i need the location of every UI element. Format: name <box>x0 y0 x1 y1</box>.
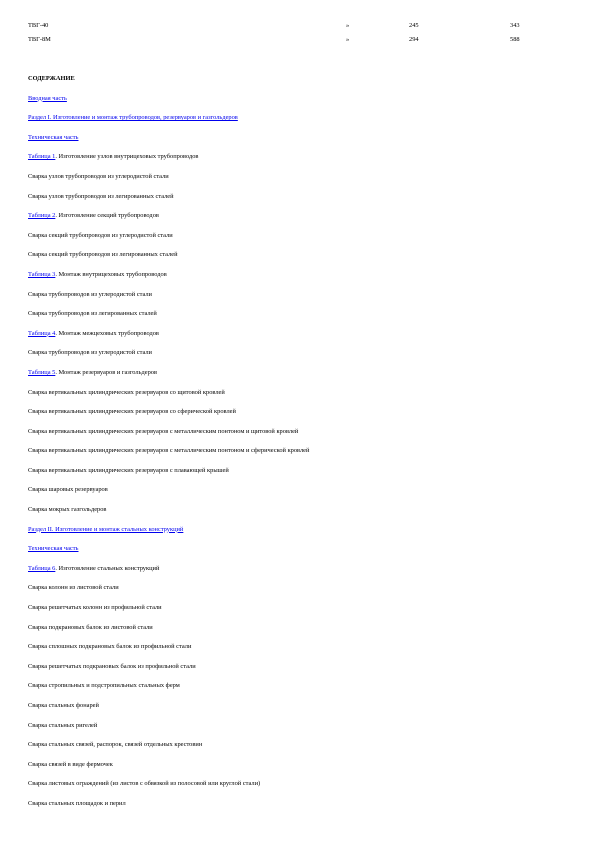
toc-link-table-4[interactable]: Таблица 4 <box>28 329 56 337</box>
toc-item: Сварка стальных фонарей <box>28 702 99 709</box>
toc-entry-title: . Изготовление стальных конструкций <box>55 564 160 572</box>
toc-entry-title: . Изготовление узлов внутрицеховых трубопроводов <box>55 153 199 161</box>
toc-item: Сварка стальных связей, распорок, связей отдельных крестовин <box>28 741 203 749</box>
toc-item: Сварка связей в виде фермочек <box>28 760 113 768</box>
toc-link-table-5[interactable]: Таблица 5 <box>28 368 56 376</box>
value-cell: 245 <box>409 22 419 29</box>
toc-item: Сварка решетчатых колонн из профильной стали <box>28 604 162 612</box>
toc-item: Сварка стропильных и подстропильных стальных ферм <box>28 682 180 690</box>
value-cell: 294 <box>409 36 419 43</box>
toc-link-table-1[interactable]: Таблица 1 <box>28 153 56 161</box>
toc-item: Сварка трубопроводов из углеродистой стали <box>28 349 152 357</box>
toc-item: Сварка сплошных подкрановых балок из профильной стали <box>28 643 192 651</box>
toc-item: Сварка вертикальных цилиндрических резервуаров с металлическим понтоном и сферической кровлей <box>28 447 310 455</box>
toc-entry-table-5 <box>28 368 568 388</box>
toc-item: Сварка секций трубопроводов из углеродистой стали <box>28 231 173 239</box>
toc-link-section-1[interactable]: Раздел I. Изготовление и монтаж трубопроводов, резервуаров и газгольдеров <box>28 114 238 122</box>
toc-link-table-6[interactable]: Таблица 6 <box>28 564 56 572</box>
toc-entry-table-3 <box>28 270 568 290</box>
table-row <box>0 35 595 45</box>
toc-entry-table-4 <box>28 329 568 349</box>
toc-link-table-3[interactable]: Таблица 3 <box>28 270 56 278</box>
ditto-mark: » <box>346 22 350 29</box>
toc-item: Сварка узлов трубопроводов из углеродистой стали <box>28 172 169 180</box>
equipment-name: ТВГ-8М <box>28 36 51 43</box>
toc-item: Сварка вертикальных цилиндрических резервуаров со щитовой кровлей <box>28 388 225 396</box>
toc-heading: СОДЕРЖАНИЕ <box>28 75 75 82</box>
ditto-mark: » <box>346 36 350 43</box>
toc-link-technical-part-1[interactable]: Техническая часть <box>28 133 79 141</box>
table-row <box>0 21 595 31</box>
toc-entry-table-6 <box>28 564 568 584</box>
toc-item: Сварка шаровых резервуаров <box>28 486 108 494</box>
toc-item: Сварка листовых ограждений (из листов с обвязкой из полосовой или круглой стали) <box>28 780 261 788</box>
toc-item: Сварка мокрых газгольдеров <box>28 506 107 514</box>
toc-item: Сварка подкрановых балок из листовой стали <box>28 623 153 631</box>
toc-item: Сварка вертикальных цилиндрических резервуаров с плавающей крышей <box>28 466 229 474</box>
toc-item: Сварка стальных ригелей <box>28 721 98 729</box>
toc-link-intro[interactable]: Вводная часть <box>28 94 67 102</box>
table-of-contents <box>28 74 568 819</box>
toc-entry-title: . Монтаж внутрицеховых трубопроводов <box>55 270 167 278</box>
toc-entry-title: . Монтаж межцеховых трубопроводов <box>55 329 159 337</box>
toc-entry-table-1 <box>28 152 568 172</box>
toc-item: Сварка трубопроводов из легированных сталей <box>28 310 157 318</box>
toc-item: Сварка вертикальных цилиндрических резервуаров со сферической кровлей <box>28 408 236 416</box>
toc-entry-table-2 <box>28 211 568 231</box>
toc-item: Сварка вертикальных цилиндрических резервуаров с металлическим понтоном и щитовой кровлей <box>28 427 299 435</box>
toc-link-table-2[interactable]: Таблица 2 <box>28 212 56 220</box>
toc-item: Сварка узлов трубопроводов из легированных сталей <box>28 192 174 200</box>
toc-item: Сварка секций трубопроводов из легированных сталей <box>28 251 178 259</box>
toc-item: Сварка решетчатых подкрановых балок из профильной стали <box>28 662 196 670</box>
toc-link-section-2[interactable]: Раздел II. Изготовление и монтаж стальных конструкций <box>28 525 184 533</box>
toc-item: Сварка трубопроводов из углеродистой стали <box>28 290 152 298</box>
equipment-name: ТВГ-40 <box>28 22 49 29</box>
toc-entry-title: . Монтаж резервуаров и газгольдеров <box>55 368 157 376</box>
toc-item: Сварка колонн из листовой стали <box>28 584 119 592</box>
toc-item: Сварка стальных площадок и перил <box>28 799 126 807</box>
value-cell: 343 <box>510 22 520 29</box>
toc-entry-title: . Изготовление секций трубопроводов <box>55 212 159 220</box>
value-cell: 588 <box>510 36 520 43</box>
toc-link-technical-part-2[interactable]: Техническая часть <box>28 545 79 553</box>
